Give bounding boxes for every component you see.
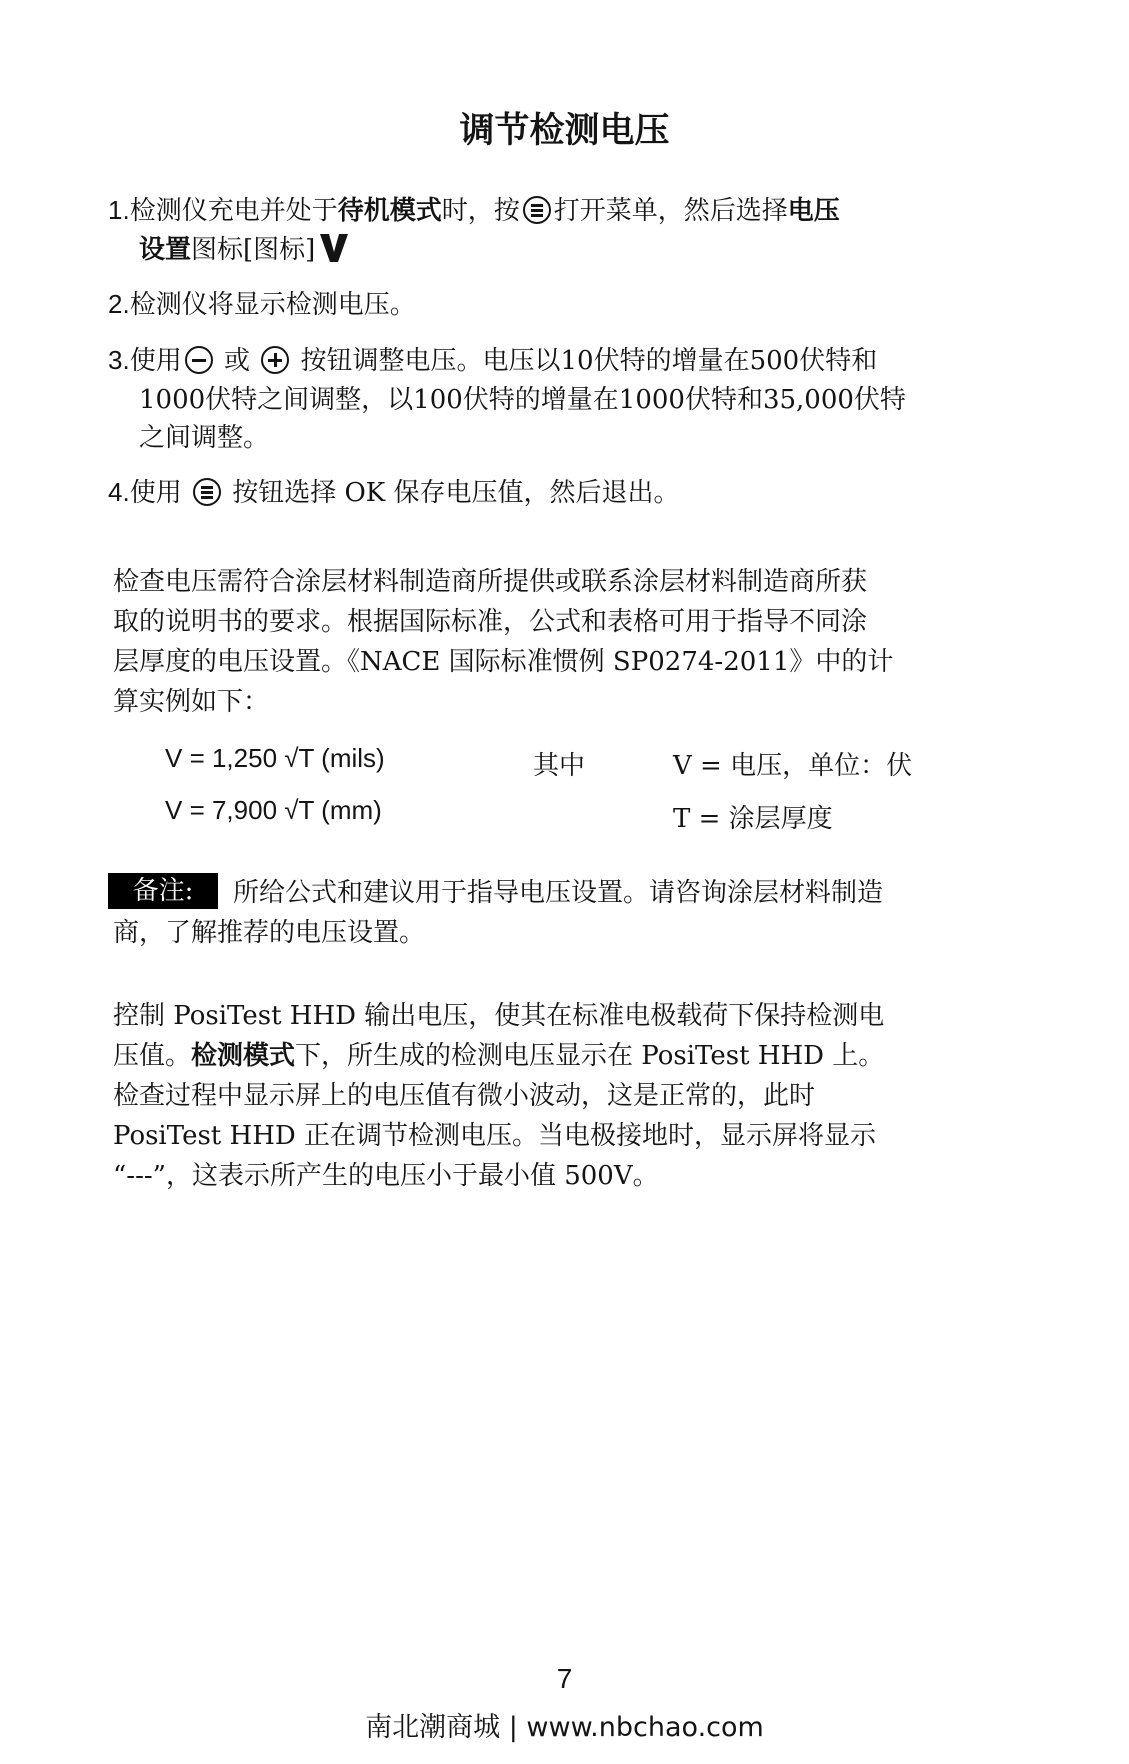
- step-1-line-2: [139, 230, 1019, 270]
- step-2: [108, 284, 1008, 325]
- formula-mm: V = 7,900 √T (mm): [165, 795, 382, 825]
- step-text: 图标[图标]: [191, 235, 316, 265]
- plus-button-icon: [261, 346, 289, 374]
- step-3-line-3: 之间调整。: [139, 423, 270, 453]
- paragraph-line: 检查过程中显示屏上的电压值有微小波动，这是正常的，此时: [113, 1081, 816, 1111]
- paragraph-line: “---”，这表示所产生的电压小于最小值 500V。: [113, 1161, 659, 1191]
- menu-button-icon: [523, 196, 551, 224]
- step-number: 4.: [108, 477, 130, 507]
- step-text: 使用: [129, 478, 190, 508]
- paragraph-output-voltage: [113, 996, 1023, 1196]
- paragraph-text: 下，所生成的检测电压显示在 PosiTest HHD 上。: [295, 1041, 885, 1071]
- step-text: 检测仪将显示检测电压。: [129, 290, 416, 320]
- formula-def-t: T = 涂层厚度: [673, 804, 833, 834]
- menu-button-icon: [193, 478, 221, 506]
- step-text: 或: [215, 346, 259, 376]
- step-3: [108, 340, 1008, 381]
- paragraph-line: [113, 1036, 1023, 1076]
- step-number: 2.: [108, 289, 130, 319]
- step-3-line-2: 1000伏特之间调整，以100伏特的增量在1000伏特和35,000伏特: [139, 385, 906, 415]
- paragraph-voltage-requirements: [113, 562, 1023, 722]
- step-number: 3.: [108, 345, 130, 375]
- step-text: 按钮调整电压。电压以10伏特的增量在500伏特和: [292, 346, 878, 376]
- formula-def-v: V = 电压，单位：伏: [673, 751, 913, 781]
- paragraph-line: 层厚度的电压设置。《NACE 国际标准惯例 SP0274-2011》中的计: [113, 647, 894, 677]
- note-text-line-1: 所给公式和建议用于指导电压设置。请咨询涂层材料制造: [233, 878, 884, 908]
- site-footer-link[interactable]: 南北潮商城 | www.nbchao.com: [365, 1712, 764, 1743]
- step-bold-text: 待机模式: [337, 196, 442, 226]
- step-bold-text: 设置: [139, 235, 192, 265]
- step-text: 使用: [129, 346, 182, 376]
- formula-where-label: 其中: [533, 751, 586, 781]
- step-text: 打开菜单，然后选择: [553, 196, 788, 226]
- paragraph-bold-text: 检测模式: [191, 1041, 296, 1071]
- paragraph-line: PosiTest HHD 正在调节检测电压。当电极接地时，显示屏将显示: [113, 1121, 876, 1151]
- step-text: 检测仪充电并处于: [129, 196, 338, 226]
- paragraph-line: 算实例如下：: [113, 687, 270, 717]
- page-number: 7: [556, 1663, 573, 1694]
- step-number: 1.: [108, 195, 130, 225]
- step-bold-text: 电压: [787, 196, 840, 226]
- step-text: 按钮选择 OK 保存电压值，然后退出。: [223, 478, 680, 508]
- step-text: 时，按: [441, 196, 520, 226]
- voltage-v-icon: [319, 230, 349, 264]
- formula-mils: V = 1,250 √T (mils): [165, 743, 385, 773]
- minus-button-icon: [185, 346, 213, 374]
- paragraph-text: 压值。: [113, 1041, 192, 1071]
- step-1: [108, 190, 1008, 231]
- note-text-line-2: 商，了解推荐的电压设置。: [113, 918, 426, 948]
- step-4: [108, 472, 1008, 513]
- paragraph-line: 检查电压需符合涂层材料制造商所提供或联系涂层材料制造商所获: [113, 567, 868, 597]
- note-badge: 备注:: [108, 873, 218, 909]
- paragraph-line: 取的说明书的要求。根据国际标准，公式和表格可用于指导不同涂: [113, 607, 868, 637]
- paragraph-line: 控制 PosiTest HHD 输出电压，使其在标准电极载荷下保持检测电: [113, 1001, 885, 1031]
- page-title: 调节检测电压: [459, 111, 670, 151]
